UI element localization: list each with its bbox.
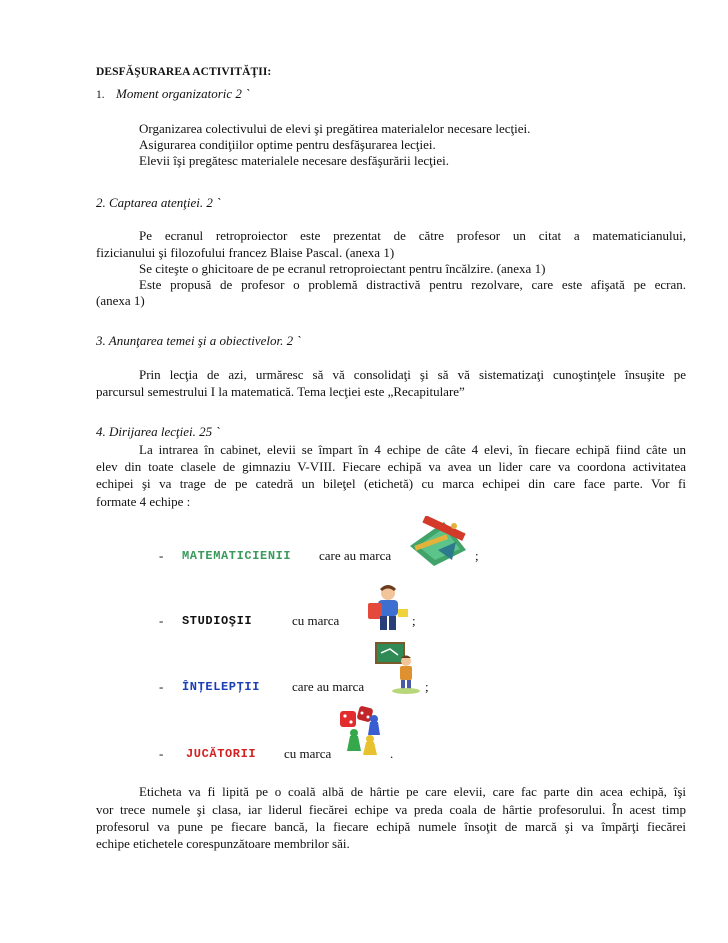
section4-paragraph2-line4: echipe etichetele corespunzătoare membrilor săi.	[96, 836, 350, 851]
section3-heading: 3. Anunţarea temei şi a obiectivelor. 2 `	[96, 333, 301, 348]
section1-heading	[96, 86, 686, 102]
section4-paragraph1-line4: formate 4 echipe :	[96, 494, 191, 509]
team-dash: -	[159, 613, 164, 628]
team-punctuation: .	[390, 746, 394, 761]
section2-paragraph1-line2: fizicianului şi filozofului francez Blaise Pascal. (anexa 1)	[96, 245, 395, 260]
section1-line-1: Organizarea colectivului de elevi şi pregătirea materialelor necesare lecţiei.	[139, 121, 531, 136]
team-name-jucatorii: JUCĂTORII	[186, 747, 257, 761]
team-name-inteleptii: ÎNŢELEPŢII	[182, 680, 261, 694]
section4-paragraph2-line1: Eticheta va fi lipită pe o coală albă de hârtie pe care elevii, care fac parte din acea echipă, îşi	[139, 784, 686, 799]
team-mark-text: care au marca	[319, 548, 392, 563]
team-mark-text: cu marca	[284, 746, 332, 761]
math-tools-icon	[404, 516, 474, 568]
section4-paragraph2-line3: profesorul va pune pe fiecare bancă, la fiecare echipă numele însoţit de marcă şi va împărţi fiecărei	[96, 819, 686, 834]
team-name-studiosii: STUDIOŞII	[182, 614, 253, 628]
section2-paragraph2: Se citeşte o ghicitoare de pe ecranul retroproiectant pentru încălzire. (anexa 1)	[139, 261, 546, 276]
student-icon	[364, 583, 410, 635]
section1-number: 1.	[96, 89, 105, 101]
team-punctuation: ;	[475, 548, 479, 563]
section2-paragraph1-line1: Pe ecranul retroproiector este prezentat de către profesor un citat a matematicianului,	[139, 228, 686, 243]
section4-paragraph1-line3: echipei şi va trage de pe catedră un bileţel (etichetă) cu marca echipei din care face parte. Vor fi	[96, 476, 686, 491]
team-punctuation: ;	[425, 679, 429, 694]
game-pieces-icon	[336, 705, 388, 757]
section1-line-3: Elevii îşi pregătesc materialele necesare desfăşurării lecţiei.	[139, 153, 450, 168]
section4-paragraph2-line2: vor trece numele şi clasa, iar liderul fiecărei echipe va preda coala de hârtie profesorului. În acest timp	[96, 802, 686, 817]
team-dash: -	[159, 746, 164, 761]
team-name-matematicienii: MATEMATICIENII	[182, 549, 292, 563]
section1-line-2: Asigurarea condiţiilor optime pentru desfăşurarea lecţiei.	[139, 137, 436, 152]
section4-paragraph1-line2: elev din toate clasele de gimnaziu V-VIII. Fiecare echipă va avea un lider care va coordona activitatea	[96, 459, 686, 474]
section2-paragraph3-line2: (anexa 1)	[96, 293, 145, 308]
section2-heading: 2. Captarea atenţiei. 2 `	[96, 195, 221, 210]
team-dash: -	[159, 679, 164, 694]
section3-paragraph1-line1: Prin lecţia de azi, urmăresc să vă consolidaţi şi să vă sistematizaţi cunoştinţele însuşite pe	[139, 367, 686, 382]
section4-paragraph1-line1: La intrarea în cabinet, elevii se împart în 4 echipe de câte 4 elevi, în fiecare echipă fiind câte un	[139, 442, 686, 457]
section3-paragraph1-line2: parcursul semestrului I la matematică. Tema lecţiei este „Recapitulare”	[96, 384, 465, 399]
teacher-board-icon	[372, 641, 422, 695]
document-title: DESFĂŞURAREA ACTIVITĂŢII:	[96, 66, 272, 78]
section1-heading-text: Moment organizatoric 2 `	[116, 86, 250, 101]
team-punctuation: ;	[412, 613, 416, 628]
team-mark-text: care au marca	[292, 679, 365, 694]
team-mark-text: cu marca	[292, 613, 340, 628]
team-dash: -	[159, 548, 164, 563]
section2-paragraph3-line1: Este propusă de profesor o problemă distractivă pentru rezolvare, care este afişată pe ecran.	[139, 277, 686, 292]
section4-heading: 4. Dirijarea lecţiei. 25 `	[96, 424, 220, 439]
